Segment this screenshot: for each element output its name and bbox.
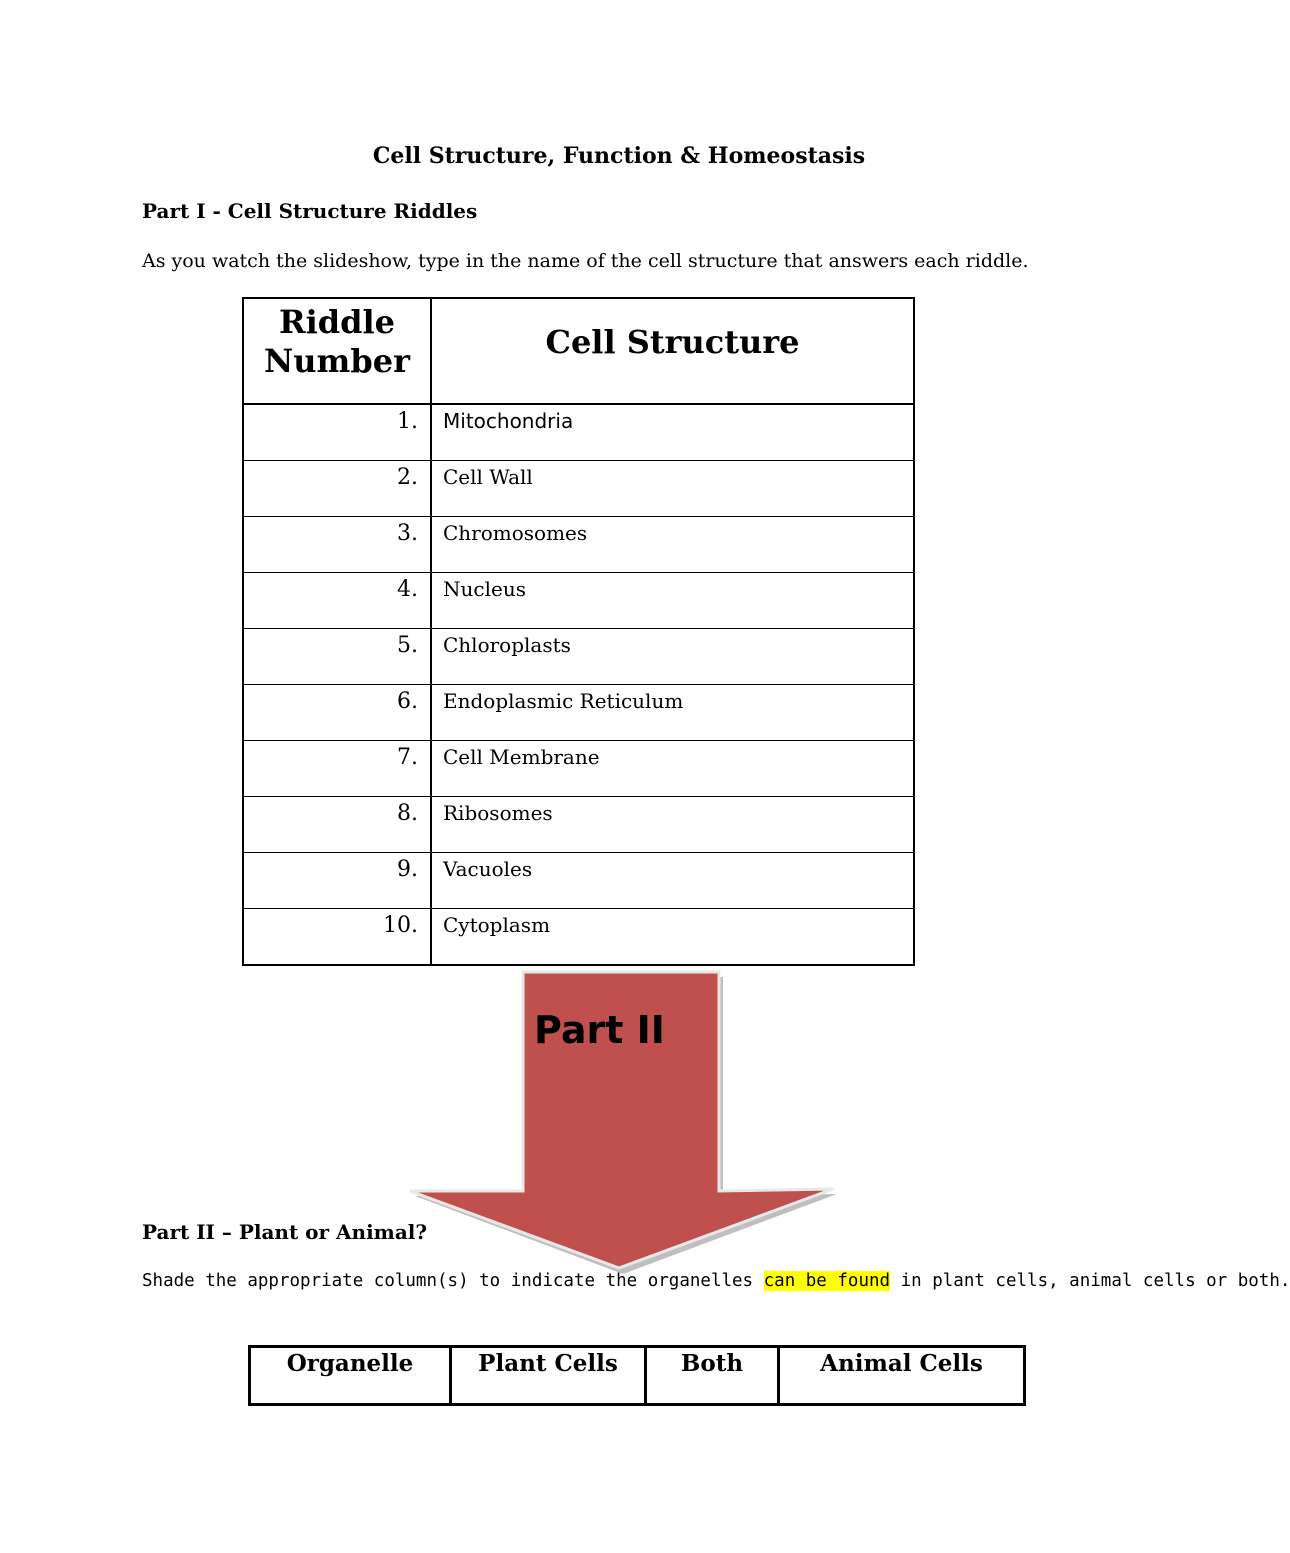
riddle-number: 1. — [397, 409, 418, 434]
document-title: Cell Structure, Function & Homeostasis — [372, 143, 866, 169]
riddle-number: 6. — [397, 689, 418, 714]
answer-cell[interactable] — [431, 685, 914, 741]
organelle-header: Organelle — [250, 1347, 451, 1405]
answer-cell[interactable] — [431, 629, 914, 685]
table-row — [243, 461, 914, 517]
answer-text: Vacuoles — [443, 857, 533, 881]
riddle-number: 8. — [397, 801, 418, 826]
part1-instructions: As you watch the slideshow, type in the name of the cell structure that answers each riddle. — [142, 250, 1029, 272]
answer-cell[interactable] — [431, 573, 914, 629]
riddle-number-header-cell — [243, 298, 431, 404]
answer-text: Mitochondria — [443, 409, 574, 433]
table-row — [243, 629, 914, 685]
answer-cell[interactable] — [431, 797, 914, 853]
organelle-table — [248, 1345, 1026, 1406]
arrow-label: Part II — [534, 1008, 665, 1052]
answer-text: Endoplasmic Reticulum — [443, 689, 684, 713]
answer-cell[interactable] — [431, 853, 914, 909]
answer-text: Cytoplasm — [443, 913, 551, 937]
highlighted-text: can be found — [763, 1271, 891, 1291]
riddle-table — [242, 297, 915, 966]
part2-heading: Part II – Plant or Animal? — [142, 1220, 428, 1244]
plant-cells-header: Plant Cells — [451, 1347, 646, 1405]
organelle-table-header — [250, 1347, 1025, 1405]
table-row — [243, 573, 914, 629]
both-header: Both — [646, 1347, 779, 1405]
riddle-number-header: Riddle Number — [264, 303, 410, 380]
answer-cell[interactable] — [431, 404, 914, 461]
riddle-number: 3. — [397, 521, 418, 546]
answer-cell[interactable] — [431, 741, 914, 797]
riddle-number: 5. — [397, 633, 418, 658]
answer-cell[interactable] — [431, 517, 914, 573]
part2-instructions — [142, 1271, 1290, 1291]
cell-structure-header: Cell Structure — [545, 323, 800, 361]
riddle-number: 7. — [397, 745, 418, 770]
instructions-text: Shade the appropriate column(s) to indicate the organelles — [142, 1271, 764, 1291]
riddle-number: 10. — [383, 913, 418, 938]
animal-cells-header: Animal Cells — [779, 1347, 1025, 1405]
table-row — [243, 797, 914, 853]
table-row — [243, 909, 914, 966]
table-row — [243, 685, 914, 741]
table-row — [243, 741, 914, 797]
part1-heading: Part I - Cell Structure Riddles — [142, 199, 478, 223]
riddle-number: 2. — [397, 465, 418, 490]
instructions-text: in plant cells, animal cells or both. — [890, 1271, 1290, 1291]
answer-text: Chloroplasts — [443, 633, 571, 657]
riddle-number: 4. — [397, 577, 418, 602]
table-row — [243, 404, 914, 461]
answer-text: Cell Membrane — [443, 745, 600, 769]
answer-text: Ribosomes — [443, 801, 553, 825]
table-row — [243, 517, 914, 573]
answer-text: Chromosomes — [443, 521, 588, 545]
answer-cell[interactable] — [431, 909, 914, 966]
cell-structure-header-cell — [431, 298, 914, 404]
riddle-table-header — [243, 298, 914, 404]
table-row — [243, 853, 914, 909]
answer-cell[interactable] — [431, 461, 914, 517]
answer-text: Cell Wall — [443, 465, 533, 489]
riddle-number: 9. — [397, 857, 418, 882]
answer-text: Nucleus — [443, 577, 526, 601]
